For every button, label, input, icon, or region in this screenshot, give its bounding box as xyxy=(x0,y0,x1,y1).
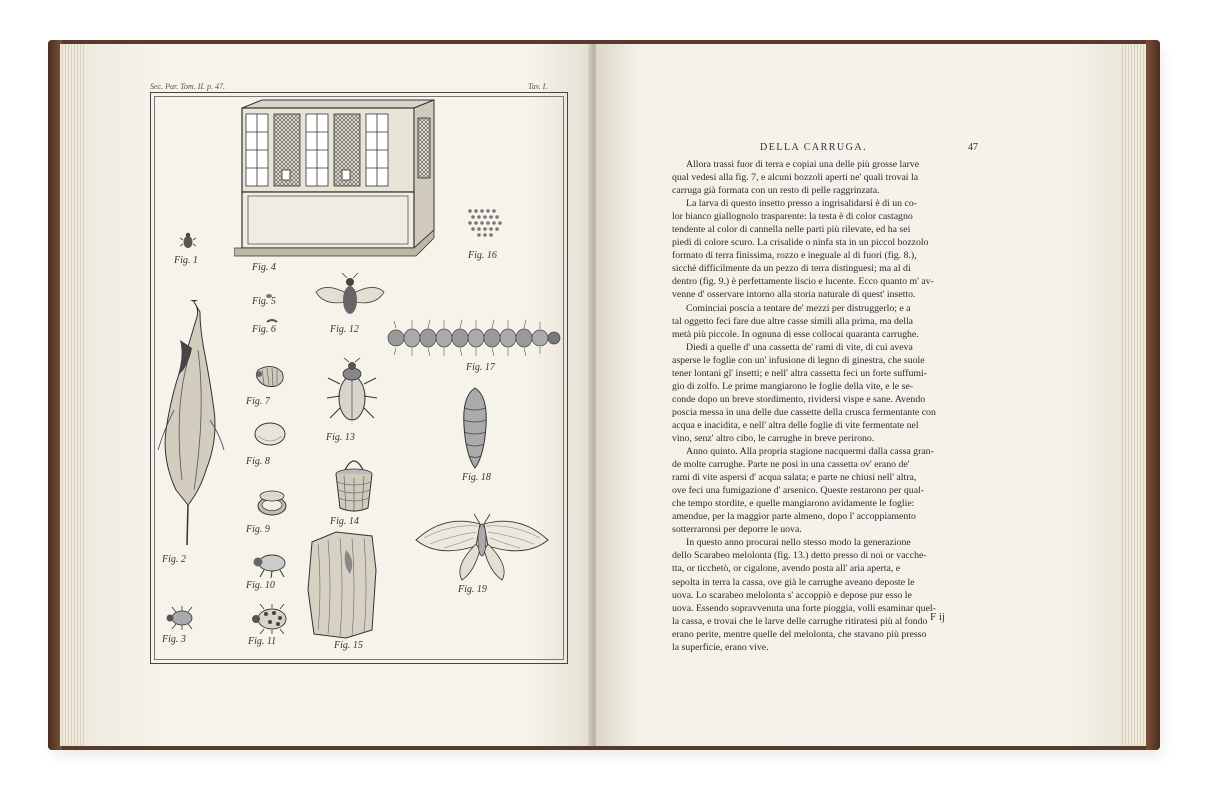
text-line: dello Scarabeo melolonta (fig. 13.) detto presso di noi or vacche- xyxy=(672,550,927,562)
fig-10-label: Fig. 10 xyxy=(246,580,275,591)
text-line: piedi di colore scuro. La crisalide o ninfa sta in un piccol bozzolo xyxy=(672,237,929,249)
page-number: 47 xyxy=(968,142,978,153)
fig-15-label: Fig. 15 xyxy=(334,640,363,651)
text-line: Anno quinto. Alla propria stagione nacquermi dalla cassa gran- xyxy=(686,446,934,458)
right-page-stack xyxy=(1120,44,1146,746)
plate-header-left: Sec. Par. Tom. II. p. 47. xyxy=(150,82,226,91)
text-line: la cassa, e trovai che le larve delle carrughe ritiratesi più al fondo xyxy=(672,615,928,627)
text-line: erano perite, mentre quelle del melolonta, che stavano più presso xyxy=(672,628,927,640)
text-line: tta, or ticchetò, or cigalone, avendo posta all' aria aperta, e xyxy=(672,563,901,575)
text-line: tener lontani gl' insetti; e nell' altra cassetta feci un forte suffumi- xyxy=(672,367,927,379)
pupa-fig18 xyxy=(458,386,492,470)
text-line: vino, senz' altro cibo, le carrughe in breve perirono. xyxy=(672,432,875,444)
text-line: formato di terra finissima, rozzo e ineguale al di fuori (fig. 8.), xyxy=(672,250,917,262)
fig-9-label: Fig. 9 xyxy=(246,524,270,535)
spotted-beetle-fig11 xyxy=(248,604,294,634)
small-beetle-fig1 xyxy=(180,232,196,250)
fig-11-label: Fig. 11 xyxy=(248,636,277,647)
text-line: sotterraronsi per deporre le uova. xyxy=(672,524,802,536)
fig-16-label: Fig. 16 xyxy=(468,250,497,261)
fig-4-label: Fig. 4 xyxy=(252,262,276,273)
beetle-side-fig10 xyxy=(250,550,290,578)
moth-fig19 xyxy=(414,510,550,582)
flying-beetle-fig12 xyxy=(314,272,386,322)
fig-19-label: Fig. 19 xyxy=(458,584,487,595)
text-line: Allora trassi fuor di terra e copiai una delle più grosse larve xyxy=(686,159,920,170)
cocoon-fig8 xyxy=(252,420,288,448)
fig-2-label: Fig. 2 xyxy=(162,554,186,565)
text-line: acqua e inacidita, e nell' altra delle foglie di vite fermentate nel xyxy=(672,419,919,431)
fig-12-label: Fig. 12 xyxy=(330,324,359,335)
caterpillar-fig17 xyxy=(386,318,562,358)
basket-fig14 xyxy=(330,452,378,514)
text-line: Diedi a quelle d' una cassetta de' rami di vite, di cui aveva xyxy=(686,341,913,353)
beetle-melolontha-fig13 xyxy=(326,358,378,424)
text-line: tendente al color di cannella nelle parti più rilevate, ed ha sei xyxy=(672,224,911,236)
open-cocoon-fig9 xyxy=(254,488,290,518)
plate-header-right: Tav. I. xyxy=(528,82,548,91)
fig-18-label: Fig. 18 xyxy=(462,472,491,483)
text-line: asperse le foglie con un' infusione di legno di ginestra, che suole xyxy=(672,354,925,366)
text-line: dentro (fig. 9.) è perfettamente liscio e lucente. Ecco quanto m' av- xyxy=(672,276,934,288)
text-line: la superficie, erano vive. xyxy=(672,641,769,653)
body-text xyxy=(672,158,986,654)
text-line: metà più piccole. In ognuna di esse collocai quaranta carrughe. xyxy=(672,328,919,340)
text-line: carruga già formata con un resto di pelle raggrinzata. xyxy=(672,185,880,197)
running-head: DELLA CARRUGA. xyxy=(760,142,868,153)
cover-right-edge xyxy=(1146,40,1160,750)
text-line: Cominciai poscia a tentare de' mezzi per distruggerlo; e a xyxy=(686,302,911,314)
text-line: conde dopo un breve stordimento, rividersi vispe e sane. Avendo xyxy=(672,393,926,405)
eggs-cluster-fig16 xyxy=(464,206,506,242)
text-line: uova. Essendo sopravvenuta una forte pioggia, volli esaminar quel- xyxy=(672,602,936,614)
fig-6-label: Fig. 6 xyxy=(252,324,276,335)
text-line: venne d' osservare intorno alla storia naturale di quest' insetto. xyxy=(672,289,916,301)
text-line: gio di zolfo. Le prime mangiarono le foglie della vite, e le se- xyxy=(672,380,914,392)
text-line: poscia messa in una delle due cassette della crusca fermentante con xyxy=(672,406,936,418)
text-line: lor bianco giallognolo trasparente: la testa è di color castagno xyxy=(672,211,913,223)
damaged-vine-shoot-fig2 xyxy=(154,300,226,550)
fig-7-label: Fig. 7 xyxy=(246,396,270,407)
beetle-fig3 xyxy=(164,606,198,630)
text-line: In questo anno procurai nello stesso modo la generazione xyxy=(686,537,911,549)
cage-illustration xyxy=(234,98,440,258)
signature-mark: F ij xyxy=(930,611,945,623)
text-line: tal oggetto feci fare due altre casse simili alla prima, ma della xyxy=(672,315,914,327)
text-line: de molte carrughe. Parte ne posi in una cassetta ov' erano de' xyxy=(672,459,910,471)
fig-5-label: Fig. 5 xyxy=(252,296,276,307)
larva-fig7 xyxy=(252,364,286,390)
fig-1-label: Fig. 1 xyxy=(174,255,198,266)
fig-14-label: Fig. 14 xyxy=(330,516,359,527)
text-line: uova. Lo scarabeo melolonta s' accoppiò e depose pur esso le xyxy=(672,589,912,601)
text-line: rami di vite aspersi d' acqua salata; e parte ne chiusi nell' altra, xyxy=(672,472,917,484)
text-line: amendue, per la maggior parte almeno, dopo l' accoppiamento xyxy=(672,511,916,523)
text-line: sicchè difficilmente da un pezzo di terra distinguesi; ma al di xyxy=(672,263,911,275)
text-line: che tempo stordite, e quelle mangiarono avidamente le foglie: xyxy=(672,498,915,510)
text-line: ove feci una fumigazione d' arsenico. Queste restarono per qual- xyxy=(672,485,925,497)
fig-8-label: Fig. 8 xyxy=(246,456,270,467)
fig-3-label: Fig. 3 xyxy=(162,634,186,645)
text-line: La larva di questo insetto presso a ingrisalidarsi è di un co- xyxy=(686,198,917,210)
fig-13-label: Fig. 13 xyxy=(326,432,355,443)
wood-block-fig15 xyxy=(306,530,378,640)
fig-17-label: Fig. 17 xyxy=(466,362,495,373)
left-page-stack xyxy=(60,44,86,746)
text-line: sepolta in terra la cassa, ove già le carrughe aveano deposte le xyxy=(672,576,915,588)
text-line: qual vedesi alla fig. 7, e alcuni bozzoli aperti ne' quali trovai la xyxy=(672,172,919,184)
